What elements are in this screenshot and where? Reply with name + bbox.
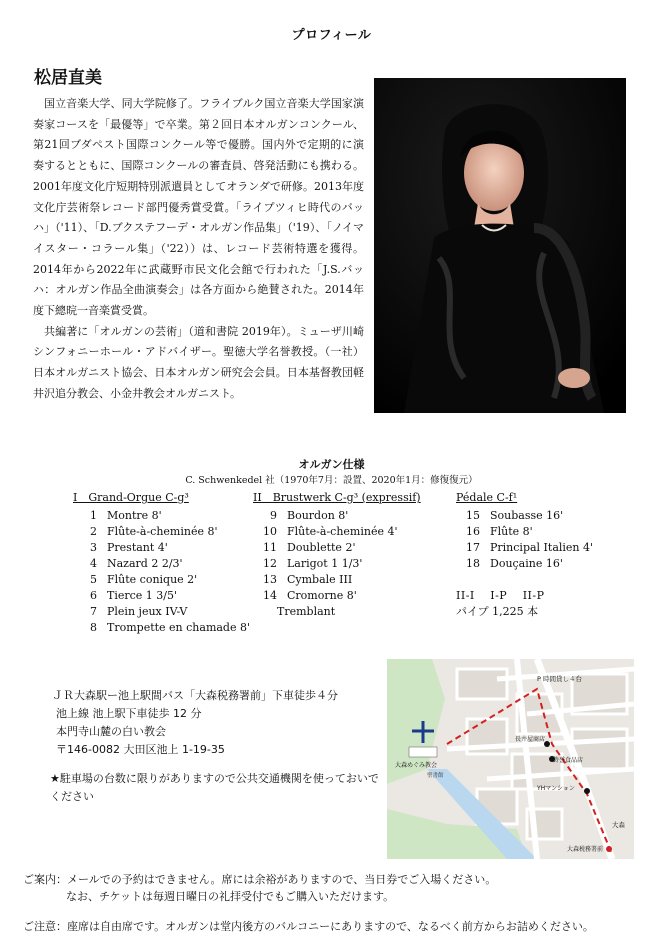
stop-item <box>73 508 253 524</box>
stop-item <box>253 572 443 588</box>
portrait-image <box>374 78 626 413</box>
stop-name: Plein jeux IV-V <box>107 605 188 618</box>
map-label-parking: P 時間貸し４台 <box>537 675 582 683</box>
page-title: プロフィール <box>291 28 372 43</box>
performer-name: 松居直美 <box>34 68 102 88</box>
division-brustwerk <box>253 490 443 620</box>
organ-spec-title: オルガン仕様 <box>298 458 365 471</box>
stop-item <box>73 524 253 540</box>
couplers: II-I I-P II-P <box>456 589 545 602</box>
stop-name: Prestant 4' <box>107 541 168 554</box>
division-pedale <box>456 490 636 620</box>
map-image <box>387 659 634 859</box>
map-label-road: 大森 <box>612 821 625 829</box>
organ-spec-subtitle: C. Schwenkedel 社（1970年7月：設置、2020年1月：修復復元） <box>185 475 478 486</box>
stop-item <box>456 508 636 524</box>
access-address: 〒146-0082 大田区池上 1-19-35 <box>56 743 225 756</box>
map-label-mansion: YHマンション <box>537 785 575 792</box>
stop-number: 3 <box>90 541 97 554</box>
stop-item <box>253 524 443 540</box>
stop-number: 9 <box>270 509 277 522</box>
access-landmark: 本門寺山麓の白い教会 <box>56 725 166 738</box>
access-info <box>52 687 338 759</box>
division-head: I Grand-Orgue C-g³ <box>73 491 189 504</box>
stop-number: 5 <box>90 573 97 586</box>
tremblant: Tremblant <box>277 605 336 618</box>
stop-name: Cromorne 8' <box>287 589 357 602</box>
bio-paragraph-2: 共編著に「オルガンの芸術」（道和書院 2019年）。ミューザ川崎シンフォニーホール・アドバイザー。聖徳大学名誉教授。（一社）日本オルガニスト協会、日本オルガン研究会会員。日本基督教団軽井沢追分教会、小金井教会オルガニスト。 <box>33 324 364 400</box>
map-label-church-sub: 聖書館 <box>427 773 444 779</box>
stop-number: 16 <box>466 525 480 538</box>
stop-number: 4 <box>90 557 97 570</box>
stop-number: 15 <box>466 509 480 522</box>
stop-name: Douçaine 16' <box>490 557 563 570</box>
stop-item <box>73 620 253 636</box>
stop-name: Principal Italien 4' <box>490 541 594 554</box>
stop-number: 18 <box>466 557 480 570</box>
map-label-shop2: 鈴誉食品店 <box>553 757 584 764</box>
stop-item <box>456 524 636 540</box>
stop-name: Flûte-à-cheminée 8' <box>107 525 218 538</box>
stop-item <box>456 540 636 556</box>
pipe-count: パイプ 1,225 本 <box>456 605 539 618</box>
stop-name: Trompette en chamade 8' <box>107 621 250 634</box>
stop-item <box>253 540 443 556</box>
stop-item <box>73 556 253 572</box>
parking-note: ★駐車場の台数に限りがありますので公共交通機関を使っておいでください <box>50 772 379 803</box>
stop-name: Flûte 8' <box>490 525 533 538</box>
map-label-church: 大森めぐみ教会 <box>395 762 438 769</box>
stop-item <box>253 556 443 572</box>
stop-number: 6 <box>90 589 97 602</box>
stop-item <box>253 588 443 604</box>
stop-name: Doublette 2' <box>287 541 356 554</box>
stop-name: Cymbale III <box>287 573 353 586</box>
stop-number: 13 <box>263 573 277 586</box>
division-grand-orgue <box>73 490 253 636</box>
map-label-shop1: 長井屋商店 <box>515 736 546 743</box>
division-head: Pédale C-f¹ <box>456 491 518 504</box>
stop-item <box>73 572 253 588</box>
stop-name: Nazard 2 2/3' <box>107 557 183 570</box>
access-bus: ＪＲ大森駅ー池上駅間バス「大森税務署前」下車徒歩４分 <box>52 689 338 702</box>
stop-number: 12 <box>263 557 277 570</box>
biography <box>33 94 364 405</box>
performer-photo <box>374 78 626 413</box>
bio-paragraph-1: 国立音楽大学、同大学院修了。フライブルク国立音楽大学国家演奏家コースを「最優等」で卒業。第２回日本オルガンコンクール、第21回ブダペスト国際コンクール等で優勝。国内外で定期的に演奏するとともに、国際コンクールの審査員、啓発活動にも携わる。2001年度文化庁短期特別派遣員としてオランダで研修。2013年度文化庁芸術祭レコード部門優秀賞受賞。「ライプツィヒ時代のバッハ」（'11）、「D.ブクステフーデ・オルガン作品集」（'19）、「ノイマイスター・コラール集」（'22））は、レコード芸術特選を獲得。2014年から2022年に武蔵野市民文化会館で行われた「J.S.バッハ：オルガン作品全曲演奏会」は各方面から絶賛された。2014年度下總晥一音楽賞受賞。 <box>33 97 364 318</box>
stop-item <box>73 604 253 620</box>
map-label-taxoffice: 大森税務署前 <box>567 846 604 853</box>
stop-number: 8 <box>90 621 97 634</box>
stop-name: Flûte-à-cheminée 4' <box>287 525 398 538</box>
stop-item <box>253 508 443 524</box>
stop-item <box>73 588 253 604</box>
stop-number: 1 <box>90 509 97 522</box>
stop-number: 11 <box>263 541 277 554</box>
access-train: 池上線 池上駅下車徒歩 12 分 <box>56 707 202 720</box>
division-head: II Brustwerk C-g³ (expressif) <box>253 491 421 504</box>
stop-name: Montre 8' <box>107 509 162 522</box>
stop-number: 7 <box>90 605 97 618</box>
access-map <box>387 659 634 859</box>
stop-number: 2 <box>90 525 97 538</box>
stop-name: Tierce 1 3/5' <box>107 589 178 602</box>
stop-number: 10 <box>263 525 277 538</box>
info-reservation: ご案内：メールでの予約はできません。席には余裕がありますので、当日券でご入場ください。 <box>23 873 497 886</box>
stop-name: Bourdon 8' <box>287 509 349 522</box>
stop-item <box>456 556 636 572</box>
stop-name: Larigot 1 1/3' <box>287 557 363 570</box>
stop-number: 14 <box>263 589 277 602</box>
info-tickets: なお、チケットは毎週日曜日の礼拝受付でもご購入いただけます。 <box>66 890 395 903</box>
stop-name: Flûte conique 2' <box>107 573 198 586</box>
stop-item <box>73 540 253 556</box>
stop-number: 17 <box>466 541 480 554</box>
info-seating: ご注意：座席は自由席です。オルガンは堂内後方のバルコニーにありますので、なるべく前方からお詰めください。 <box>23 920 594 933</box>
stop-name: Soubasse 16' <box>490 509 564 522</box>
